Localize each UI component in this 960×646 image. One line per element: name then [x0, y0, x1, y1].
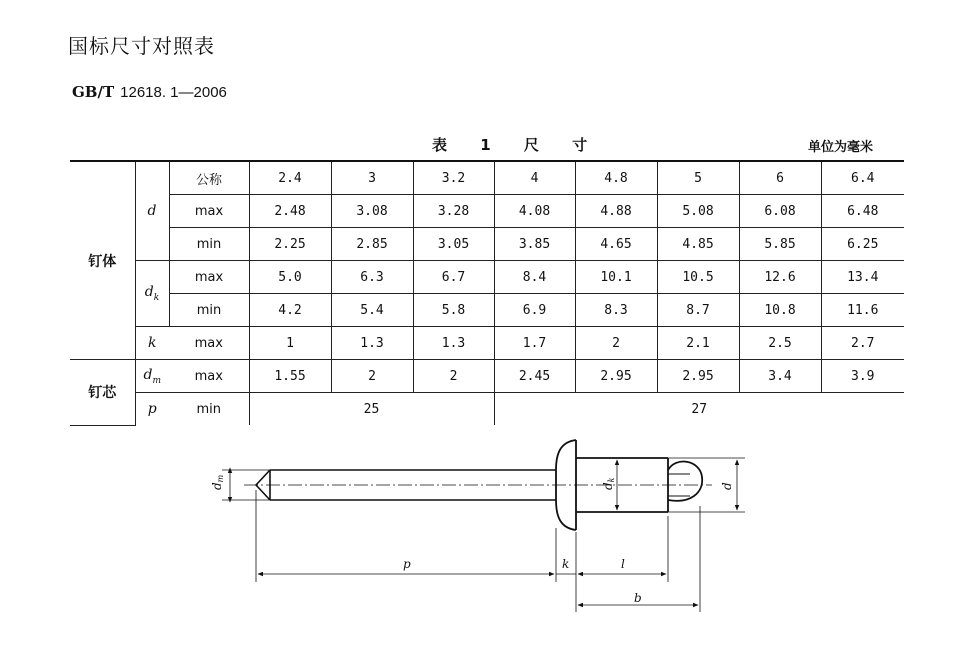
table-cell: 12.6	[739, 261, 821, 294]
table-cell: 2.25	[249, 228, 331, 261]
table-cell: 4.65	[575, 228, 657, 261]
table-cell: 10.5	[657, 261, 739, 294]
dim-label-dm: dm	[210, 474, 225, 490]
standard-number-value: 12618. 1—2006	[120, 84, 227, 101]
table-cell: 8.7	[657, 294, 739, 327]
table-cell: 2.45	[494, 360, 575, 393]
table-cell: 2.95	[657, 360, 739, 393]
table-cell: 6.48	[821, 195, 904, 228]
table-row-p-min	[70, 393, 904, 426]
table-cell: 1.3	[413, 327, 494, 360]
table-cell: 2	[575, 327, 657, 360]
table-cell: 6.4	[821, 161, 904, 195]
table-cell: 4.8	[575, 161, 657, 195]
symbol-dk: $d_k$	[135, 261, 169, 327]
dim-label-b: b	[634, 591, 642, 605]
table-row-d-min	[70, 228, 904, 261]
table-cell: 4	[494, 161, 575, 195]
page-title: 国标尺寸对照表	[68, 34, 215, 58]
row-label-max: max	[169, 327, 249, 360]
row-label-min: min	[169, 393, 249, 426]
table-cell: 4.85	[657, 228, 739, 261]
table-cell: 5.4	[331, 294, 413, 327]
dimension-lines	[222, 458, 745, 612]
table-cell: 2.95	[575, 360, 657, 393]
table-row-d-max	[70, 195, 904, 228]
table-cell: 13.4	[821, 261, 904, 294]
table-cell: 25	[249, 393, 494, 426]
table-cell: 1.7	[494, 327, 575, 360]
table-cell: 3.08	[331, 195, 413, 228]
table-cell: 5	[657, 161, 739, 195]
group-label-core: 钉芯	[70, 360, 135, 426]
table-cell: 3.9	[821, 360, 904, 393]
standard-code: GB/T	[72, 83, 115, 101]
row-label-max: max	[169, 195, 249, 228]
table-cell: 4.88	[575, 195, 657, 228]
table-cell: 3.85	[494, 228, 575, 261]
table-cell: 3	[331, 161, 413, 195]
dim-label-l: l	[621, 557, 625, 571]
table-cell: 2.1	[657, 327, 739, 360]
symbol-d: d	[135, 161, 169, 261]
dim-label-d: d	[720, 482, 734, 490]
table-cell: 2.4	[249, 161, 331, 195]
rivet-drawing	[0, 430, 960, 646]
table-cell: 2.5	[739, 327, 821, 360]
table-cell: 10.8	[739, 294, 821, 327]
table-cell: 5.0	[249, 261, 331, 294]
dim-label-k: k	[562, 557, 570, 571]
table-cell: 2.48	[249, 195, 331, 228]
table-cell: 27	[494, 393, 904, 426]
row-label-max: max	[169, 261, 249, 294]
table-cell: 11.6	[821, 294, 904, 327]
table-cell: 10.1	[575, 261, 657, 294]
table-cell: 3.28	[413, 195, 494, 228]
symbol-p: p	[135, 393, 169, 426]
table-cell: 3.4	[739, 360, 821, 393]
table-cell: 2	[413, 360, 494, 393]
table-cell: 8.4	[494, 261, 575, 294]
dimension-table	[70, 160, 904, 426]
row-label-min: min	[169, 228, 249, 261]
table-cell: 2.7	[821, 327, 904, 360]
table-cell: 5.8	[413, 294, 494, 327]
table-cell: 5.85	[739, 228, 821, 261]
table-cell: 2.85	[331, 228, 413, 261]
table-cell: 1.55	[249, 360, 331, 393]
table-cell: 6.3	[331, 261, 413, 294]
table-cell: 6.25	[821, 228, 904, 261]
table-cell: 1.3	[331, 327, 413, 360]
standard-number	[72, 83, 227, 101]
table-row-k-max	[70, 327, 904, 360]
dim-label-p: p	[403, 557, 411, 571]
row-label-max: max	[169, 360, 249, 393]
dim-label-dk: dk	[601, 477, 616, 490]
rivet-body	[576, 458, 702, 512]
unit-note: 单位为毫米	[808, 140, 874, 155]
table-row-nominal	[70, 161, 904, 195]
table-cell: 2	[331, 360, 413, 393]
table-cell: 6.9	[494, 294, 575, 327]
table-row-dk-min	[70, 294, 904, 327]
table-cell: 3.2	[413, 161, 494, 195]
table-caption: 表 1 尺 寸	[432, 136, 602, 154]
table-cell: 8.3	[575, 294, 657, 327]
table-row-dm-max	[70, 360, 904, 393]
table-cell: 6.08	[739, 195, 821, 228]
symbol-k: k	[135, 327, 169, 360]
table-cell: 5.08	[657, 195, 739, 228]
table-cell: 3.05	[413, 228, 494, 261]
table-cell: 6.7	[413, 261, 494, 294]
symbol-dm: $d_m$	[135, 360, 169, 393]
table-cell: 1	[249, 327, 331, 360]
table-cell: 4.2	[249, 294, 331, 327]
table-row-dk-max	[70, 261, 904, 294]
row-label-nominal: 公称	[169, 161, 249, 195]
table-cell: 6	[739, 161, 821, 195]
row-label-min: min	[169, 294, 249, 327]
group-label-body: 钉体	[70, 161, 135, 360]
table-cell: 4.08	[494, 195, 575, 228]
